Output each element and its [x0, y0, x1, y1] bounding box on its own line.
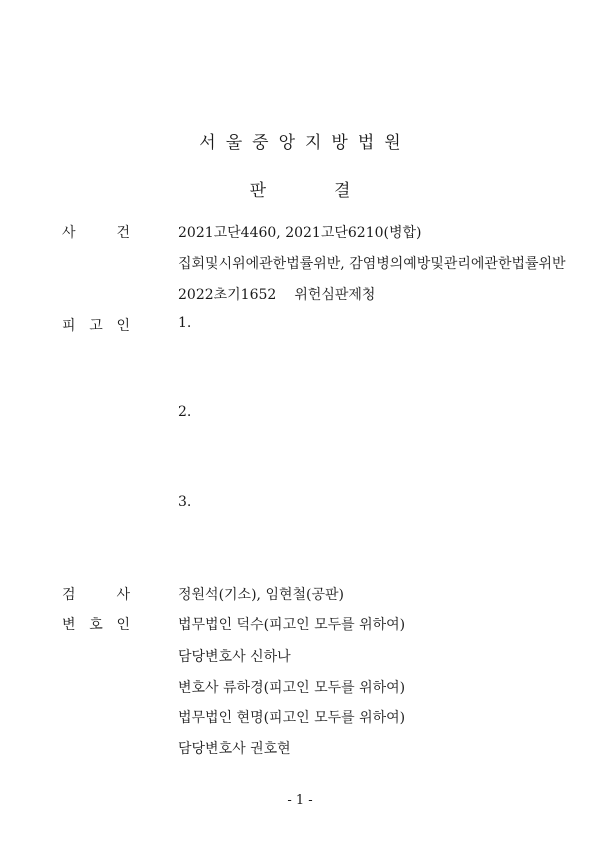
related-case-title: 위헌심판제청: [294, 287, 376, 303]
prosecutor-names: 정원석(기소), 임현철(공판): [178, 587, 344, 603]
document-type-title: [0, 176, 600, 201]
counsel-line-4: 법무법인 현명(피고인 모두를 위하여): [178, 710, 406, 726]
defendant-item-3: 3.: [178, 494, 192, 510]
court-name: 서울중앙지방법원: [199, 133, 411, 153]
case-charges: 집회및시위에관한법률위반, 감염병의예방및관리에관한법률위반: [178, 256, 566, 272]
related-case: [178, 284, 375, 304]
case-number: 2021고단4460, 2021고단6210(병합): [178, 225, 422, 241]
prosecutor-label: 검 사: [62, 587, 130, 603]
document-type-char-1: 판: [249, 181, 266, 201]
page-number: - 1 -: [287, 793, 313, 808]
counsel-line-5: 담당변호사 권호현: [178, 741, 291, 757]
counsel-line-3: 변호사 류하경(피고인 모두를 위하여): [178, 680, 406, 696]
case-label: 사 건: [62, 225, 130, 241]
defendant-item-1: 1.: [178, 315, 192, 331]
document-type-char-2: 결: [334, 181, 351, 201]
defendants-label: 피 고 인: [62, 318, 130, 334]
defendant-item-2: 2.: [178, 404, 192, 420]
related-case-number: 2022초기1652: [178, 287, 277, 303]
counsel-line-1: 법무법인 덕수(피고인 모두를 위하여): [178, 617, 406, 633]
counsel-label: 변 호 인: [62, 617, 130, 633]
counsel-line-2: 담당변호사 신하나: [178, 649, 291, 665]
